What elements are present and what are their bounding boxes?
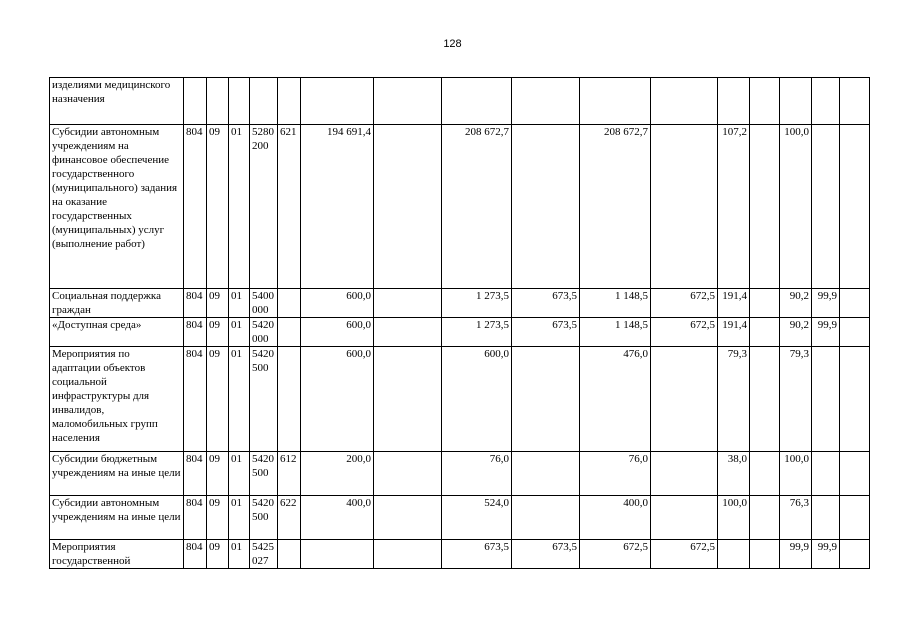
cell-value — [840, 540, 870, 569]
cell-value: 524,0 — [442, 496, 512, 540]
cell-pr: 01 — [229, 452, 250, 496]
row-name: «Доступная среда» — [50, 318, 184, 347]
row-name: Мероприятия государственной — [50, 540, 184, 569]
cell-value: 76,0 — [442, 452, 512, 496]
cell-value: 600,0 — [301, 347, 374, 452]
cell-value — [840, 289, 870, 318]
table-row — [50, 318, 870, 347]
cell-value — [750, 125, 780, 289]
cell-value — [780, 78, 812, 125]
cell-value: 1 148,5 — [580, 318, 651, 347]
cell-kcsr: 5280 200 — [250, 125, 278, 289]
cell-value: 99,9 — [780, 540, 812, 569]
cell-pr: 01 — [229, 347, 250, 452]
cell-value — [374, 496, 442, 540]
cell-value — [812, 125, 840, 289]
cell-value: 100,0 — [780, 125, 812, 289]
cell-value — [374, 125, 442, 289]
row-name: Субсидии автономным учреждениям на финансовое обеспечение государственного (муниципального) задания на оказание государственных (муниципальных) услуг (выполнение работ) — [50, 125, 184, 289]
table-row — [50, 289, 870, 318]
table-row — [50, 496, 870, 540]
cell-ved: 804 — [184, 452, 207, 496]
cell-vr — [278, 318, 301, 347]
cell-value — [651, 452, 718, 496]
cell-value: 79,3 — [718, 347, 750, 452]
cell-value: 673,5 — [442, 540, 512, 569]
cell-value: 200,0 — [301, 452, 374, 496]
cell-value — [840, 452, 870, 496]
cell-value — [718, 540, 750, 569]
cell-value — [840, 318, 870, 347]
cell-value: 1 148,5 — [580, 289, 651, 318]
cell-value: 208 672,7 — [442, 125, 512, 289]
table-row — [50, 78, 870, 125]
cell-vr — [278, 78, 301, 125]
cell-value: 600,0 — [442, 347, 512, 452]
cell-value — [374, 347, 442, 452]
cell-pr: 01 — [229, 496, 250, 540]
cell-value: 194 691,4 — [301, 125, 374, 289]
cell-value: 38,0 — [718, 452, 750, 496]
cell-value: 476,0 — [580, 347, 651, 452]
cell-pr: 01 — [229, 125, 250, 289]
cell-kcsr: 5420 500 — [250, 452, 278, 496]
cell-value: 1 273,5 — [442, 289, 512, 318]
cell-value — [840, 78, 870, 125]
cell-value — [512, 125, 580, 289]
cell-value — [301, 78, 374, 125]
cell-vr — [278, 347, 301, 452]
cell-value: 400,0 — [301, 496, 374, 540]
cell-kcsr: 5425 027 — [250, 540, 278, 569]
cell-value — [750, 347, 780, 452]
cell-value: 673,5 — [512, 289, 580, 318]
cell-value: 672,5 — [580, 540, 651, 569]
cell-ved: 804 — [184, 540, 207, 569]
cell-value — [812, 347, 840, 452]
cell-value: 99,9 — [812, 318, 840, 347]
cell-value: 600,0 — [301, 289, 374, 318]
cell-rz: 09 — [207, 347, 229, 452]
cell-vr: 622 — [278, 496, 301, 540]
table-row — [50, 347, 870, 452]
cell-value: 672,5 — [651, 318, 718, 347]
table-row — [50, 452, 870, 496]
cell-value: 100,0 — [780, 452, 812, 496]
row-name: Социальная поддержка граждан — [50, 289, 184, 318]
cell-value — [651, 78, 718, 125]
cell-value: 99,9 — [812, 540, 840, 569]
cell-value — [651, 347, 718, 452]
cell-value: 107,2 — [718, 125, 750, 289]
cell-value — [750, 78, 780, 125]
cell-value — [651, 125, 718, 289]
cell-vr: 612 — [278, 452, 301, 496]
cell-value — [840, 496, 870, 540]
cell-ved: 804 — [184, 125, 207, 289]
cell-value — [374, 540, 442, 569]
cell-kcsr: 5420 500 — [250, 496, 278, 540]
cell-value — [512, 78, 580, 125]
cell-value — [374, 318, 442, 347]
cell-value — [580, 78, 651, 125]
cell-value: 99,9 — [812, 289, 840, 318]
budget-table — [49, 77, 870, 569]
cell-value — [374, 289, 442, 318]
cell-value — [374, 452, 442, 496]
cell-value: 672,5 — [651, 289, 718, 318]
cell-value: 191,4 — [718, 318, 750, 347]
cell-value: 191,4 — [718, 289, 750, 318]
table-row — [50, 540, 870, 569]
cell-ved: 804 — [184, 347, 207, 452]
cell-rz: 09 — [207, 318, 229, 347]
cell-value — [750, 540, 780, 569]
cell-kcsr — [250, 78, 278, 125]
cell-value — [750, 496, 780, 540]
cell-pr: 01 — [229, 289, 250, 318]
cell-ved: 804 — [184, 318, 207, 347]
cell-vr — [278, 540, 301, 569]
cell-value: 76,3 — [780, 496, 812, 540]
cell-value: 76,0 — [580, 452, 651, 496]
cell-ved: 804 — [184, 289, 207, 318]
cell-value: 600,0 — [301, 318, 374, 347]
cell-rz: 09 — [207, 452, 229, 496]
row-name: Субсидии автономным учреждениям на иные цели — [50, 496, 184, 540]
cell-value — [812, 78, 840, 125]
cell-value: 208 672,7 — [580, 125, 651, 289]
cell-rz: 09 — [207, 540, 229, 569]
cell-value — [301, 540, 374, 569]
cell-value: 100,0 — [718, 496, 750, 540]
cell-ved: 804 — [184, 496, 207, 540]
cell-value: 672,5 — [651, 540, 718, 569]
cell-rz: 09 — [207, 496, 229, 540]
cell-value — [812, 452, 840, 496]
cell-value — [512, 452, 580, 496]
row-name: изделиями медицинского назначения — [50, 78, 184, 125]
page-number: 128 — [443, 38, 462, 50]
cell-value: 79,3 — [780, 347, 812, 452]
cell-kcsr: 5420 500 — [250, 347, 278, 452]
cell-value: 673,5 — [512, 540, 580, 569]
cell-vr — [278, 289, 301, 318]
cell-value — [750, 289, 780, 318]
cell-vr: 621 — [278, 125, 301, 289]
cell-value — [840, 125, 870, 289]
cell-kcsr: 5400 000 — [250, 289, 278, 318]
cell-value — [750, 318, 780, 347]
row-name: Субсидии бюджетным учреждениям на иные цели — [50, 452, 184, 496]
cell-kcsr: 5420 000 — [250, 318, 278, 347]
cell-value — [750, 452, 780, 496]
cell-value — [651, 496, 718, 540]
table-row — [50, 125, 870, 289]
cell-value: 90,2 — [780, 318, 812, 347]
cell-value: 90,2 — [780, 289, 812, 318]
cell-value — [512, 347, 580, 452]
cell-value — [374, 78, 442, 125]
cell-value: 1 273,5 — [442, 318, 512, 347]
cell-rz: 09 — [207, 125, 229, 289]
row-name: Мероприятия по адаптации объектов социальной инфраструктуры для инвалидов, маломобильных групп населения — [50, 347, 184, 452]
cell-pr: 01 — [229, 540, 250, 569]
cell-value — [840, 347, 870, 452]
cell-value — [812, 496, 840, 540]
cell-pr — [229, 78, 250, 125]
cell-value — [512, 496, 580, 540]
cell-pr: 01 — [229, 318, 250, 347]
cell-value — [718, 78, 750, 125]
cell-rz — [207, 78, 229, 125]
cell-rz: 09 — [207, 289, 229, 318]
cell-value — [442, 78, 512, 125]
cell-ved — [184, 78, 207, 125]
cell-value: 400,0 — [580, 496, 651, 540]
cell-value: 673,5 — [512, 318, 580, 347]
